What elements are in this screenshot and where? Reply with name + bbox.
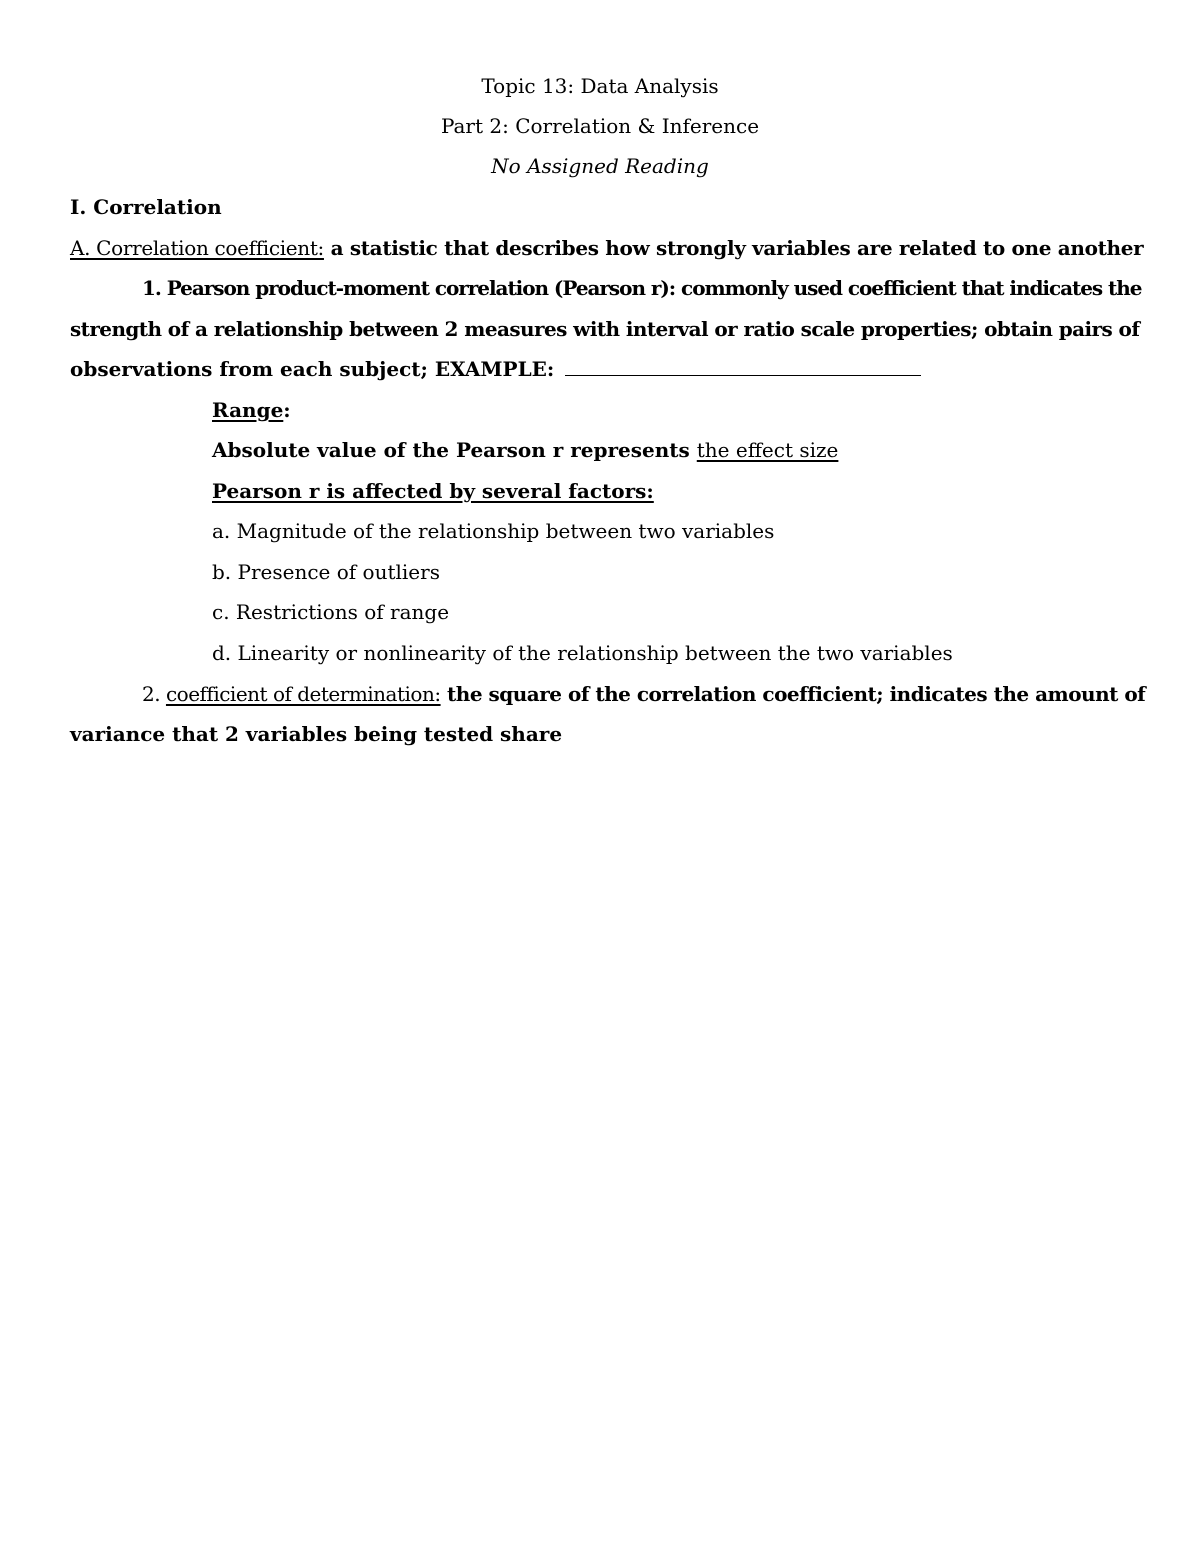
term-coefficient-of-determination: coefficient of determination: bbox=[165, 682, 441, 706]
range-label: Range bbox=[212, 398, 284, 422]
factor-item: a. Magnitude of the relationship between two variables bbox=[212, 519, 775, 543]
item1-line2: strength of a relationship between 2 measures with interval or ratio scale properties; obtain pairs of bbox=[70, 317, 1140, 341]
factor-item: b. Presence of outliers bbox=[212, 560, 440, 584]
range-colon: : bbox=[283, 398, 291, 422]
item1-line1: 1. Pearson product-moment correlation (Pearson r): commonly used coefficient that indicates the bbox=[142, 276, 1142, 300]
example-blank-line bbox=[565, 357, 921, 376]
range-line bbox=[212, 398, 291, 422]
item2-line1 bbox=[142, 682, 1145, 706]
item2-number: 2. bbox=[142, 682, 166, 706]
effect-size-term: the effect size bbox=[696, 438, 839, 462]
topic-title: Topic 13: Data Analysis bbox=[481, 74, 719, 98]
item2-line2: variance that 2 variables being tested share bbox=[70, 722, 563, 746]
effect-size-line bbox=[212, 438, 838, 462]
part-title: Part 2: Correlation & Inference bbox=[440, 114, 760, 138]
term-correlation-coefficient: A. Correlation coefficient: bbox=[70, 236, 324, 260]
factor-item: d. Linearity or nonlinearity of the relationship between the two variables bbox=[212, 641, 953, 665]
reading-note: No Assigned Reading bbox=[491, 154, 709, 178]
abs-value-text: Absolute value of the Pearson r represents bbox=[212, 438, 697, 462]
factors-heading: Pearson r is affected by several factors: bbox=[212, 479, 654, 503]
item1-line3 bbox=[70, 357, 921, 381]
item2-definition: the square of the correlation coefficient; indicates the amount of bbox=[440, 682, 1146, 706]
definition-correlation-coefficient: a statistic that describes how strongly variables are related to one another bbox=[323, 236, 1144, 260]
factor-item: c. Restrictions of range bbox=[212, 600, 450, 624]
section-heading: I. Correlation bbox=[70, 195, 222, 219]
item1-line3-text: observations from each subject; EXAMPLE: bbox=[70, 357, 562, 381]
definition-a bbox=[70, 236, 1143, 260]
